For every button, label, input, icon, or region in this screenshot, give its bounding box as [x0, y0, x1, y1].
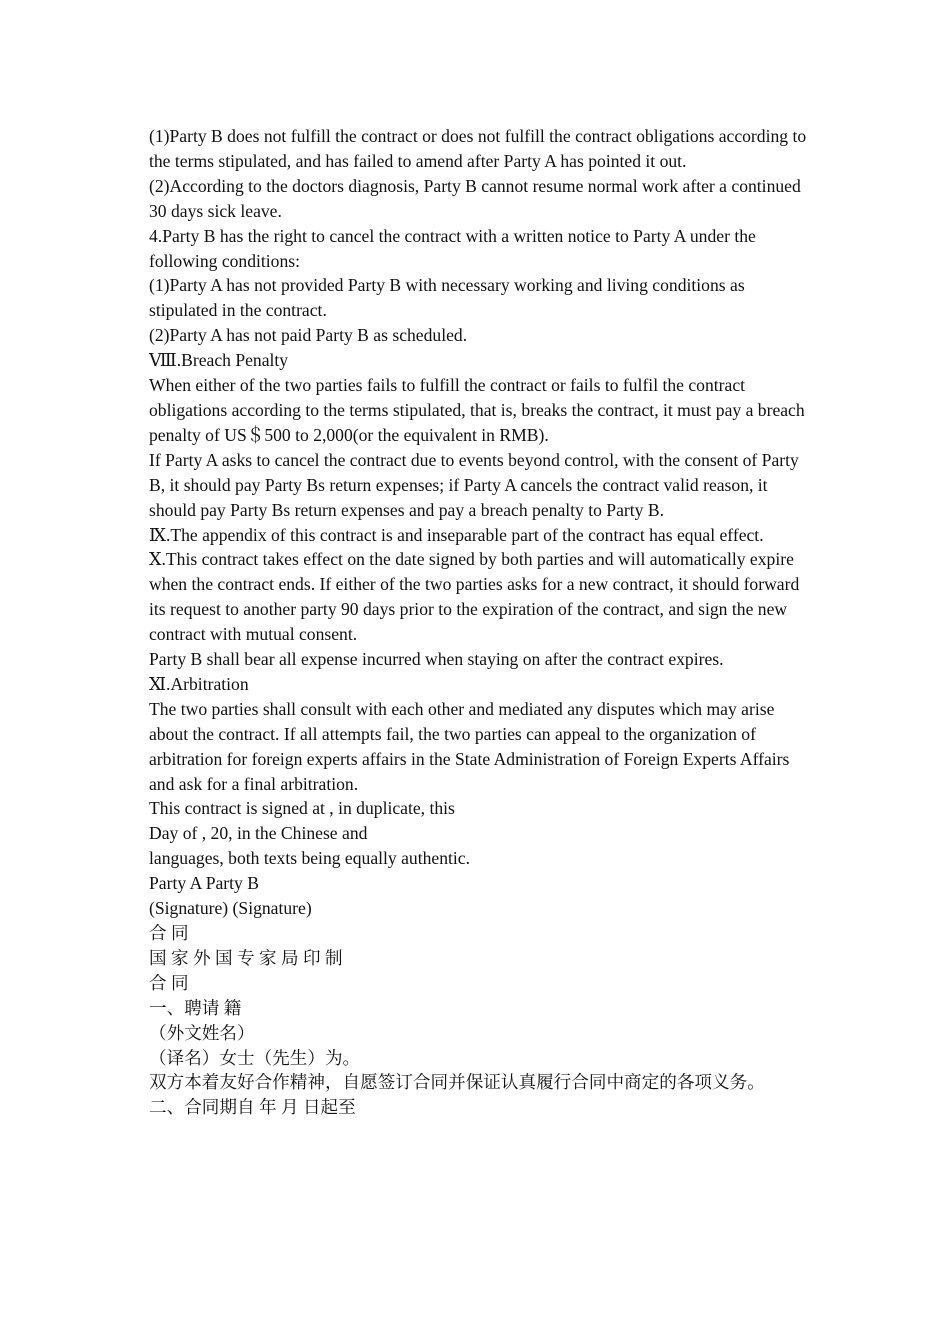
section-heading-arbitration: Ⅺ.Arbitration [149, 673, 249, 694]
signature-line: (Signature) (Signature) [149, 898, 312, 919]
cancel-contract-paragraph: If Party A asks to cancel the contract due to events beyond control, with the consent of Party B, it should pay Party Bs return expenses; if Party A cancels the contract valid reason, it should pay Party Bs return expenses and pay a breach penalty to Party B. [149, 449, 804, 520]
parties-line: Party A Party B [149, 873, 259, 894]
day-of-line: Day of , 20, in the Chinese and [149, 823, 368, 844]
condition-2-not-paid: (2)Party A has not paid Party B as scheduled. [149, 325, 468, 346]
signed-at-line: This contract is signed at , in duplicate, this [149, 798, 455, 819]
chinese-title-contract: 合 同 [149, 923, 189, 943]
expense-paragraph: Party B shall bear all expense incurred when staying on after the contract expires. [149, 649, 724, 670]
chinese-clause-2-term: 二、合同期自 年 月 日起至 [149, 1097, 356, 1118]
languages-line: languages, both texts being equally authentic. [149, 848, 471, 869]
arbitration-paragraph: The two parties shall consult with each other and mediated any disputes which may arise about the contract. If all attempts fail, the two parties can appeal to the organization of arbitration for foreign experts affairs in the State Administration of Foreign Experts Affairs and ask for a final arbitration. [149, 698, 794, 794]
section-effect-date: Ⅹ.This contract takes effect on the date signed by both parties and will automatically expire when the contract ends. If either of the two parties asks for a new contract, it should forward its request to another party 90 days prior to the expiration of the contract, and sign the new contract with mutual consent. [149, 549, 804, 645]
clause-4-party-b-right: 4.Party B has the right to cancel the contract with a written notice to Party A under the following conditions: [149, 225, 761, 271]
chinese-translated-name: （译名）女士（先生）为。 [149, 1047, 361, 1068]
clause-1-not-fulfill: (1)Party B does not fulfill the contract or does not fulfill the contract obligations according to the terms stipulated, and has failed to amend after Party A has pointed it out. [149, 126, 811, 171]
chinese-issuer-line: 国 家 外 国 专 家 局 印 制 [149, 947, 343, 968]
chinese-cooperation-paragraph: 双方本着友好合作精神，自愿签订合同并保证认真履行合同中商定的各项义务。 [149, 1072, 765, 1093]
chinese-clause-1-hire: 一、聘请 籍 [149, 997, 242, 1018]
section-heading-breach-penalty: Ⅷ.Breach Penalty [149, 350, 289, 371]
breach-penalty-paragraph: When either of the two parties fails to fulfill the contract or fails to fulfil the contract obligations according to the terms stipulated, that is, breaks the contract, it must pay a breach penalty of US＄500 to 2,000(or the equivalent in RMB). [149, 375, 810, 445]
document-page [149, 124, 809, 1120]
section-appendix: Ⅸ.The appendix of this contract is and inseparable part of the contract has equal effect. [149, 524, 764, 545]
condition-1-working-conditions: (1)Party A has not provided Party B with necessary working and living conditions as stipulated in the contract. [149, 275, 750, 321]
clause-2-sick-leave: (2)According to the doctors diagnosis, Party B cannot resume normal work after a continued 30 days sick leave. [149, 175, 806, 221]
chinese-title-contract-2: 合 同 [149, 972, 189, 993]
chinese-foreign-name: （外文姓名） [149, 1022, 255, 1043]
